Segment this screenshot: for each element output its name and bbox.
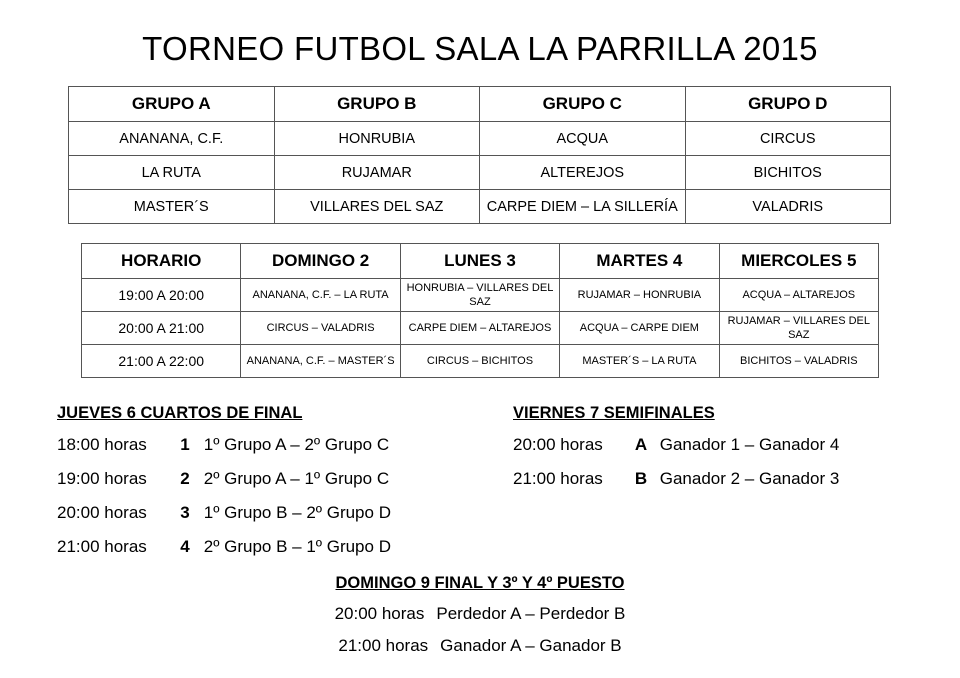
match-cell: BICHITOS – VALADRIS [719,345,878,378]
table-row [69,122,891,156]
match-cell: ANANANA, C.F. – MASTER´S [241,345,400,378]
list-item [513,428,839,462]
time-slot: 21:00 A 22:00 [82,345,241,378]
team-cell: CIRCUS [685,122,891,156]
match-letter: B [634,469,648,488]
match-cell: CARPE DIEM – ALTAREJOS [400,312,559,345]
match-number: 3 [180,503,190,522]
match-cell: ANANANA, C.F. – LA RUTA [241,279,400,312]
match-letter: A [634,435,648,454]
match-cell: ACQUA – CARPE DIEM [560,312,719,345]
table-row [69,190,891,224]
match-cell: RUJAMAR – VILLARES DEL SAZ [719,312,878,345]
match-cell: CIRCUS – BICHITOS [400,345,559,378]
match-time: 21:00 horas [338,636,429,655]
schedule-header-row [82,244,879,279]
final-heading: DOMINGO 9 FINAL Y 3º Y 4º PUESTO [335,574,625,592]
match-time: 21:00 horas [513,469,603,488]
match-time: 18:00 horas [57,435,147,454]
match-pairing: Ganador 1 – Ganador 4 [659,435,840,454]
match-pairing: Ganador A – Ganador B [440,636,622,655]
match-number: 1 [180,435,190,454]
day-header: LUNES 3 [400,244,559,279]
match-number: 4 [180,537,190,556]
match-pairing: 2º Grupo B – 1º Grupo D [203,537,391,556]
group-c-header: GRUPO C [480,87,686,122]
table-row [82,345,879,378]
team-cell: BICHITOS [685,156,891,190]
match-time: 20:00 horas [513,435,603,454]
team-cell: VILLARES DEL SAZ [274,190,480,224]
list-item [57,496,391,530]
quarterfinals-section [57,398,391,564]
match-pairing: 1º Grupo A – 2º Grupo C [203,435,390,454]
list-item [57,428,391,462]
match-time: 20:00 horas [334,604,425,623]
team-cell: LA RUTA [69,156,275,190]
team-cell: CARPE DIEM – LA SILLERÍA [480,190,686,224]
match-cell: ACQUA – ALTAREJOS [719,279,878,312]
page-title: TORNEO FUTBOL SALA LA PARRILLA 2015 [142,30,818,67]
match-cell: HONRUBIA – VILLARES DEL SAZ [400,279,559,312]
match-number: 2 [180,469,190,488]
list-item [0,598,960,630]
table-row [82,312,879,345]
time-slot: 20:00 A 21:00 [82,312,241,345]
match-cell: MASTER´S – LA RUTA [560,345,719,378]
group-a-header: GRUPO A [69,87,275,122]
final-section [0,568,960,662]
match-pairing: 2º Grupo A – 1º Grupo C [203,469,390,488]
schedule-table [81,243,879,378]
team-cell: MASTER´S [69,190,275,224]
quarterfinals-heading: JUEVES 6 CUARTOS DE FINAL [57,404,303,422]
horario-header: HORARIO [82,244,241,279]
groups-header-row [69,87,891,122]
match-pairing: Perdedor A – Perdedor B [436,604,626,623]
team-cell: ACQUA [480,122,686,156]
group-b-header: GRUPO B [274,87,480,122]
match-cell: RUJAMAR – HONRUBIA [560,279,719,312]
team-cell: RUJAMAR [274,156,480,190]
groups-table [68,86,891,224]
day-header: DOMINGO 2 [241,244,400,279]
semifinals-heading: VIERNES 7 SEMIFINALES [513,404,715,422]
team-cell: ANANANA, C.F. [69,122,275,156]
table-row [82,279,879,312]
team-cell: VALADRIS [685,190,891,224]
semifinals-section [513,398,839,496]
team-cell: HONRUBIA [274,122,480,156]
list-item [0,630,960,662]
group-d-header: GRUPO D [685,87,891,122]
list-item [57,530,391,564]
table-row [69,156,891,190]
match-cell: CIRCUS – VALADRIS [241,312,400,345]
match-pairing: Ganador 2 – Ganador 3 [659,469,840,488]
match-time: 21:00 horas [57,537,147,556]
match-pairing: 1º Grupo B – 2º Grupo D [203,503,391,522]
list-item [513,462,839,496]
team-cell: ALTEREJOS [480,156,686,190]
day-header: MIERCOLES 5 [719,244,878,279]
day-header: MARTES 4 [560,244,719,279]
time-slot: 19:00 A 20:00 [82,279,241,312]
list-item [57,462,391,496]
match-time: 19:00 horas [57,469,147,488]
match-time: 20:00 horas [57,503,147,522]
